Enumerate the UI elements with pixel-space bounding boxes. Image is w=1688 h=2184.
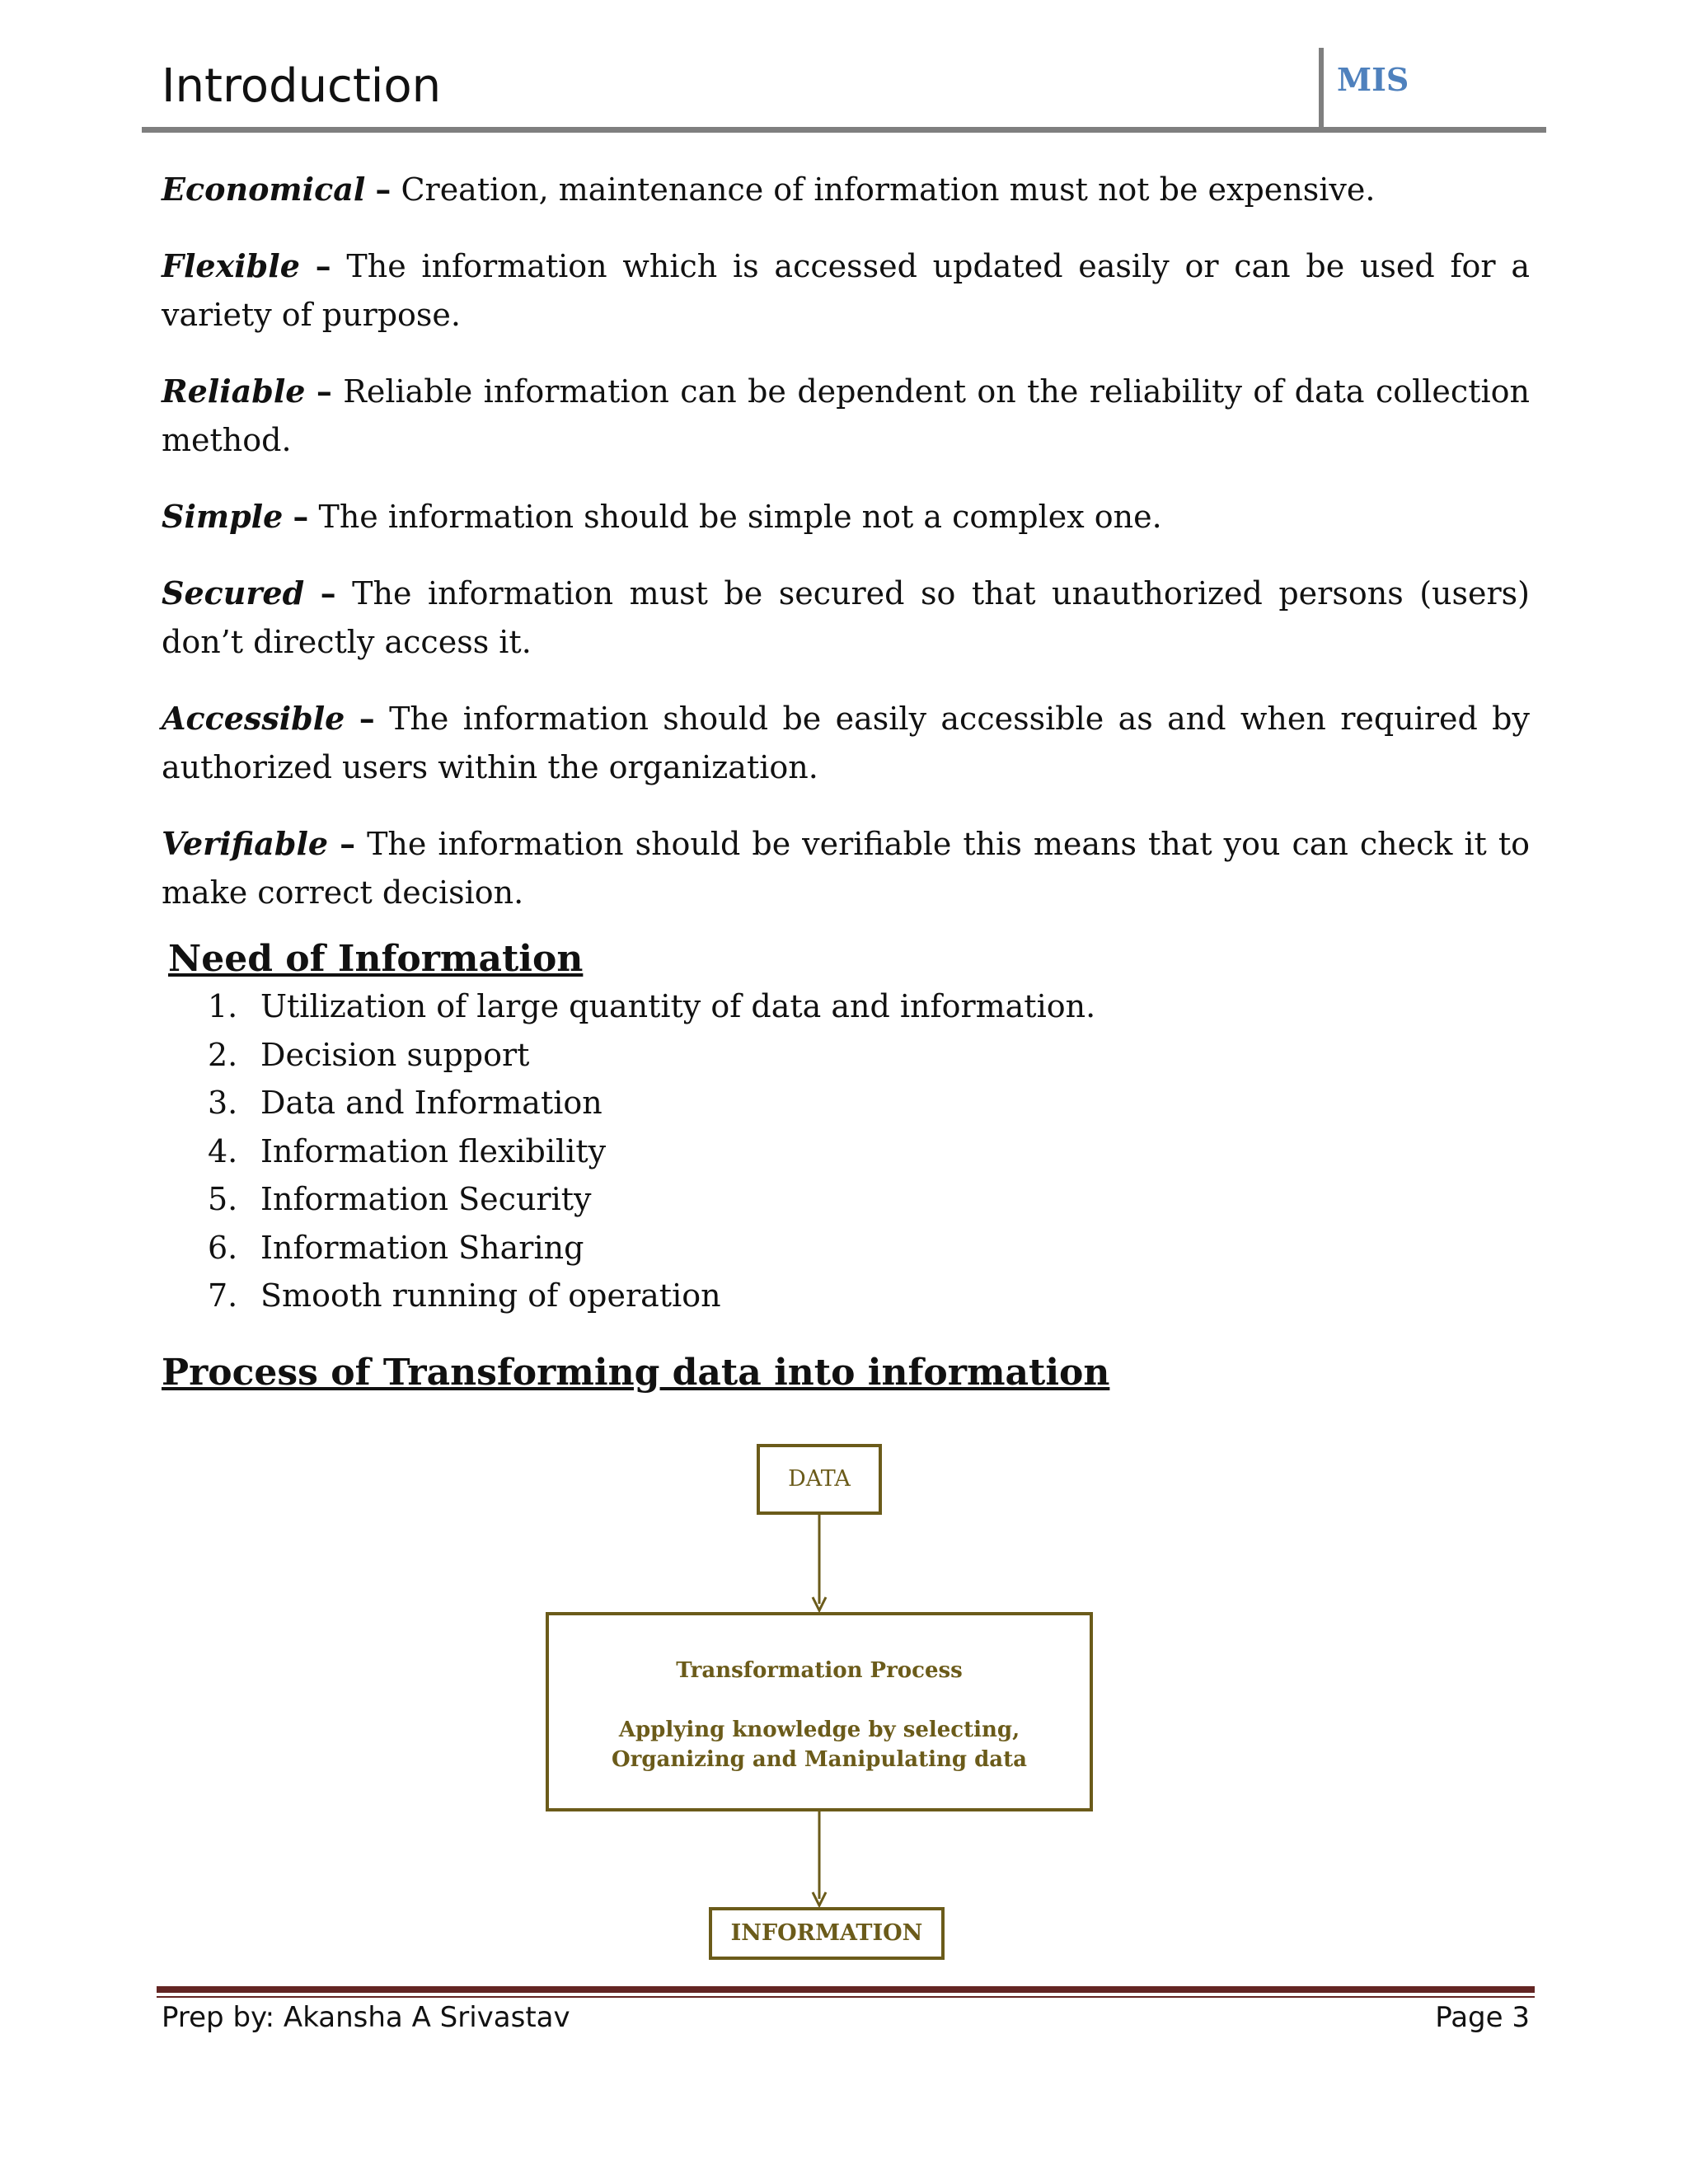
dash: –	[316, 373, 332, 410]
list-text: Utilization of large quantity of data and information.	[260, 988, 1096, 1024]
characteristic-economical	[162, 165, 1530, 214]
list-text: Information Sharing	[260, 1229, 584, 1266]
information-box: INFORMATION	[709, 1907, 945, 1960]
need-heading: Need of Information	[168, 938, 584, 980]
transformation-process-box	[546, 1612, 1093, 1811]
definition: The information should be verifiable this means that you can check it to make correct decision.	[162, 826, 1530, 911]
term: Flexible	[162, 247, 300, 284]
list-number: 6.	[208, 1229, 238, 1266]
list-number: 3.	[208, 1085, 238, 1121]
characteristic-secured	[162, 569, 1530, 667]
list-item	[208, 982, 1095, 1031]
dash: –	[340, 825, 356, 862]
characteristics-section	[162, 165, 1530, 944]
list-item	[208, 1031, 1095, 1080]
term: Reliable	[162, 373, 306, 410]
page-number: Page 3	[1435, 2001, 1530, 2034]
need-list	[208, 982, 1095, 1320]
definition: The information must be secured so that unauthorized persons (users) don’t directly access it.	[162, 575, 1530, 660]
dash: –	[320, 574, 336, 612]
arrowhead-process-to-info	[813, 1892, 826, 1905]
definition: Creation, maintenance of information must not be expensive.	[401, 171, 1376, 208]
definition: Reliable information can be dependent on the reliability of data collection method.	[162, 373, 1530, 458]
list-item	[208, 1175, 1095, 1224]
list-number: 1.	[208, 988, 238, 1024]
process-heading: Process of Transforming data into information	[162, 1352, 1110, 1394]
header-subject: MIS	[1337, 61, 1409, 98]
definition: The information which is accessed updated easily or can be used for a variety of purpose.	[162, 248, 1530, 333]
characteristic-verifiable	[162, 819, 1530, 917]
characteristic-reliable	[162, 367, 1530, 465]
header-divider	[1319, 48, 1324, 132]
list-item	[208, 1127, 1095, 1176]
dash: –	[375, 171, 392, 208]
characteristic-simple	[162, 492, 1530, 541]
term: Simple	[162, 498, 284, 535]
list-text: Smooth running of operation	[260, 1277, 721, 1314]
definition: The information should be easily accessible as and when required by authorized users within the organization.	[162, 701, 1530, 785]
process-description-line1: Applying knowledge by selecting,	[618, 1718, 1020, 1742]
page-header	[142, 46, 1546, 134]
footer-rule-thin	[157, 1996, 1535, 1998]
dash: –	[293, 498, 309, 535]
definition: The information should be simple not a complex one.	[318, 499, 1162, 535]
footer-author: Prep by: Akansha A Srivastav	[162, 2001, 570, 2034]
characteristic-accessible	[162, 694, 1530, 792]
list-number: 5.	[208, 1181, 238, 1217]
characteristic-flexible	[162, 241, 1530, 340]
list-text: Information flexibility	[260, 1132, 607, 1169]
list-number: 7.	[208, 1277, 238, 1314]
list-item	[208, 1272, 1095, 1320]
header-title: Introduction	[162, 59, 442, 113]
term: Verifiable	[162, 825, 329, 862]
arrowhead-data-to-process	[813, 1597, 826, 1610]
list-item	[208, 1224, 1095, 1272]
dash: –	[359, 700, 375, 737]
process-description-line2: Organizing and Manipulating data	[611, 1747, 1028, 1772]
list-number: 4.	[208, 1132, 238, 1169]
term: Accessible	[162, 700, 345, 737]
list-text: Data and Information	[260, 1085, 603, 1121]
process-title: Transformation Process	[676, 1658, 963, 1683]
header-rule	[142, 127, 1546, 133]
list-number: 2.	[208, 1036, 238, 1073]
footer-rule-thick	[157, 1986, 1535, 1993]
term: Economical	[162, 171, 366, 208]
dash: –	[315, 247, 331, 284]
list-text: Decision support	[260, 1036, 530, 1073]
list-item	[208, 1079, 1095, 1127]
term: Secured	[162, 574, 305, 612]
data-box: DATA	[757, 1444, 882, 1515]
list-text: Information Security	[260, 1181, 592, 1217]
